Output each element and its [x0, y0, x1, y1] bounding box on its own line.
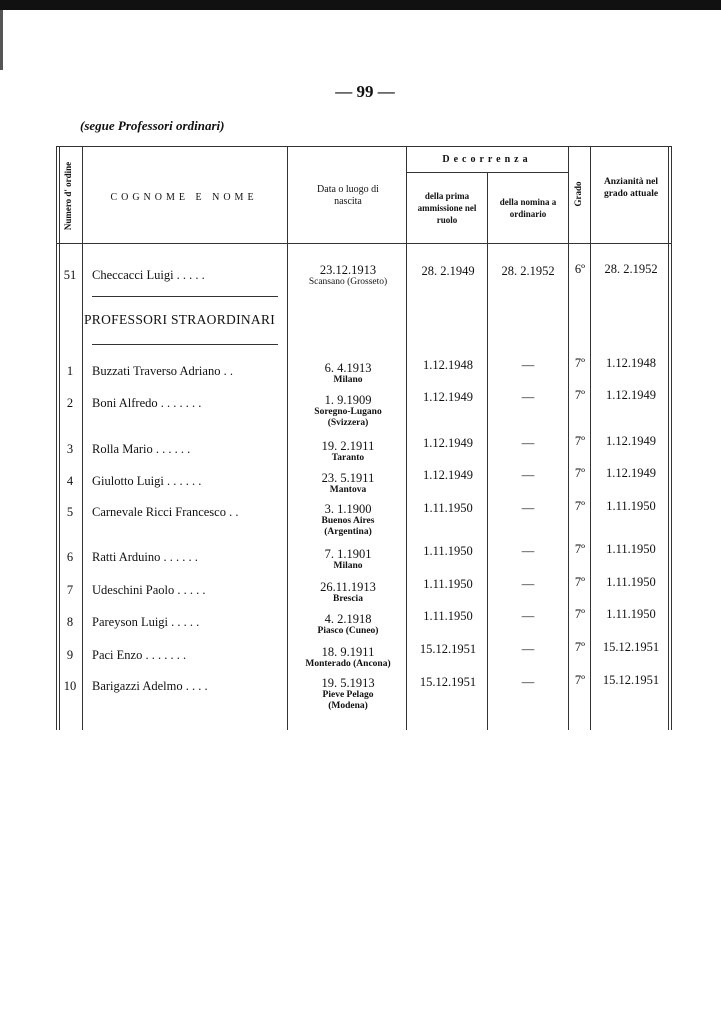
appointment-date: — — [521, 577, 535, 591]
appointment-date: — — [521, 609, 535, 623]
header-numero-ordine: Numero d' ordine — [63, 161, 73, 231]
seniority-date: 1.11.1950 — [606, 542, 656, 556]
birth-place: Piasco (Cuneo) — [317, 626, 379, 636]
first-admission-date: 1.12.1948 — [423, 358, 473, 372]
birth-date: 18. 9.1911 — [321, 645, 375, 659]
row-name: Pareyson Luigi . . . . . — [92, 615, 200, 629]
header-anzianita: Anzianità nel grado attuale — [603, 177, 659, 199]
birth-place: Brescia — [333, 594, 363, 604]
row-birth — [288, 613, 408, 637]
appointment-date: — — [521, 544, 535, 558]
header-grado: Grado — [573, 181, 583, 207]
grade: 7º — [574, 356, 586, 370]
birth-place: Mantova — [329, 485, 367, 495]
row-number: 3 — [66, 442, 74, 456]
row-birth — [288, 503, 408, 538]
scan-binding-edge — [0, 10, 3, 70]
birth-date: 19. 5.1913 — [321, 676, 375, 690]
birth-date: 3. 1.1900 — [324, 502, 372, 516]
seniority-date: 1.12.1948 — [606, 356, 656, 370]
header-cognome-nome: COGNOME E NOME — [110, 192, 258, 203]
seniority-date: 15.12.1951 — [602, 673, 660, 687]
grade: 7º — [574, 607, 586, 621]
appointment-date: — — [521, 436, 535, 450]
header-data-luogo: Data o luogo di nascita — [317, 184, 379, 207]
header-prima-ammissione: della prima ammissione nel ruolo — [417, 191, 477, 225]
row-birth — [288, 440, 408, 464]
seniority-date: 28. 2.1952 — [604, 262, 658, 276]
row-birth — [288, 677, 408, 712]
row-name: Carnevale Ricci Francesco . . — [92, 505, 239, 519]
row-number: 7 — [66, 583, 74, 597]
birth-date: 23.12.1913 — [319, 263, 377, 277]
first-admission-date: 1.12.1949 — [423, 390, 473, 404]
scan-top-edge — [0, 0, 721, 10]
birth-place: Monterado (Ancona) — [305, 659, 391, 669]
seniority-date: 1.11.1950 — [606, 575, 656, 589]
birth-date: 1. 9.1909 — [324, 393, 372, 407]
row-birth — [288, 264, 408, 288]
row-number: 1 — [66, 364, 74, 378]
row-name: Boni Alfredo . . . . . . . — [92, 396, 202, 410]
page-number: — 99 — — [335, 82, 395, 101]
grade: 7º — [574, 673, 586, 687]
seniority-date: 1.12.1949 — [606, 388, 656, 402]
seniority-date: 1.11.1950 — [606, 607, 656, 621]
birth-date: 19. 2.1911 — [321, 439, 375, 453]
grade: 7º — [574, 499, 586, 513]
row-name: Rolla Mario . . . . . . — [92, 442, 191, 456]
birth-place: Soregno-Lugano (Svizzera) — [314, 407, 382, 428]
appointment-date: — — [521, 390, 535, 404]
seniority-date: 1.12.1949 — [606, 466, 656, 480]
birth-place: Milano — [333, 375, 363, 385]
row-name: Buzzati Traverso Adriano . . — [92, 364, 233, 378]
birth-date: 6. 4.1913 — [324, 361, 372, 375]
first-admission-date: 1.11.1950 — [423, 609, 473, 623]
grade: 7º — [574, 466, 586, 480]
grade: 7º — [574, 542, 586, 556]
birth-place: Scansano (Grosseto) — [308, 277, 388, 287]
row-number: 51 — [63, 268, 77, 282]
grade: 7º — [574, 388, 586, 402]
header-decorrenza: Decorrenza — [442, 154, 532, 165]
row-name: Ratti Arduino . . . . . . — [92, 550, 198, 564]
row-number: 6 — [66, 550, 74, 564]
row-name: Barigazzi Adelmo . . . . — [92, 679, 208, 693]
row-number: 5 — [66, 505, 74, 519]
appointment-date: — — [521, 501, 535, 515]
row-birth — [288, 362, 408, 386]
first-admission-date: 1.12.1949 — [423, 468, 473, 482]
birth-date: 4. 2.1918 — [324, 612, 372, 626]
seniority-date: 15.12.1951 — [602, 640, 660, 654]
grade: 7º — [574, 640, 586, 654]
row-number: 2 — [66, 396, 74, 410]
first-admission-date: 15.12.1951 — [419, 642, 477, 656]
birth-place: Buenos Aires (Argentina) — [321, 516, 375, 537]
header-nomina: della nomina a ordinario — [499, 197, 557, 219]
appointment-date: — — [521, 468, 535, 482]
page-subtitle: (segue Professori ordinari) — [80, 118, 225, 133]
row-number: 8 — [66, 615, 74, 629]
appointment-date: 28. 2.1952 — [501, 264, 555, 278]
row-name: Giulotto Luigi . . . . . . — [92, 474, 202, 488]
first-admission-date: 1.11.1950 — [423, 544, 473, 558]
first-admission-date: 15.12.1951 — [419, 675, 477, 689]
seniority-date: 1.12.1949 — [606, 434, 656, 448]
row-name: Checcacci Luigi . . . . . — [92, 268, 205, 282]
row-name: Paci Enzo . . . . . . . — [92, 648, 187, 662]
row-number: 9 — [66, 648, 74, 662]
first-admission-date: 1.12.1949 — [423, 436, 473, 450]
first-admission-date: 1.11.1950 — [423, 501, 473, 515]
row-birth — [288, 394, 408, 429]
birth-place: Taranto — [331, 453, 365, 463]
birth-date: 26.11.1913 — [320, 580, 376, 594]
row-number: 4 — [66, 474, 74, 488]
section-title: PROFESSORI STRAORDINARI — [84, 312, 276, 327]
birth-place: Milano — [333, 561, 363, 571]
row-name: Udeschini Paolo . . . . . — [92, 583, 206, 597]
seniority-date: 1.11.1950 — [606, 499, 656, 513]
birth-place: Pieve Pelago (Modena) — [322, 690, 374, 711]
birth-date: 7. 1.1901 — [324, 547, 372, 561]
appointment-date: — — [521, 642, 535, 656]
appointment-date: — — [521, 675, 535, 689]
grade: 7º — [574, 434, 586, 448]
appointment-date: — — [521, 358, 535, 372]
row-number: 10 — [63, 679, 77, 693]
row-birth — [288, 646, 408, 670]
row-birth — [288, 581, 408, 605]
row-birth — [288, 548, 408, 572]
grade: 7º — [574, 575, 586, 589]
first-admission-date: 28. 2.1949 — [421, 264, 475, 278]
first-admission-date: 1.11.1950 — [423, 577, 473, 591]
row-birth — [288, 472, 408, 496]
grade: 6º — [574, 262, 586, 276]
birth-date: 23. 5.1911 — [321, 471, 375, 485]
